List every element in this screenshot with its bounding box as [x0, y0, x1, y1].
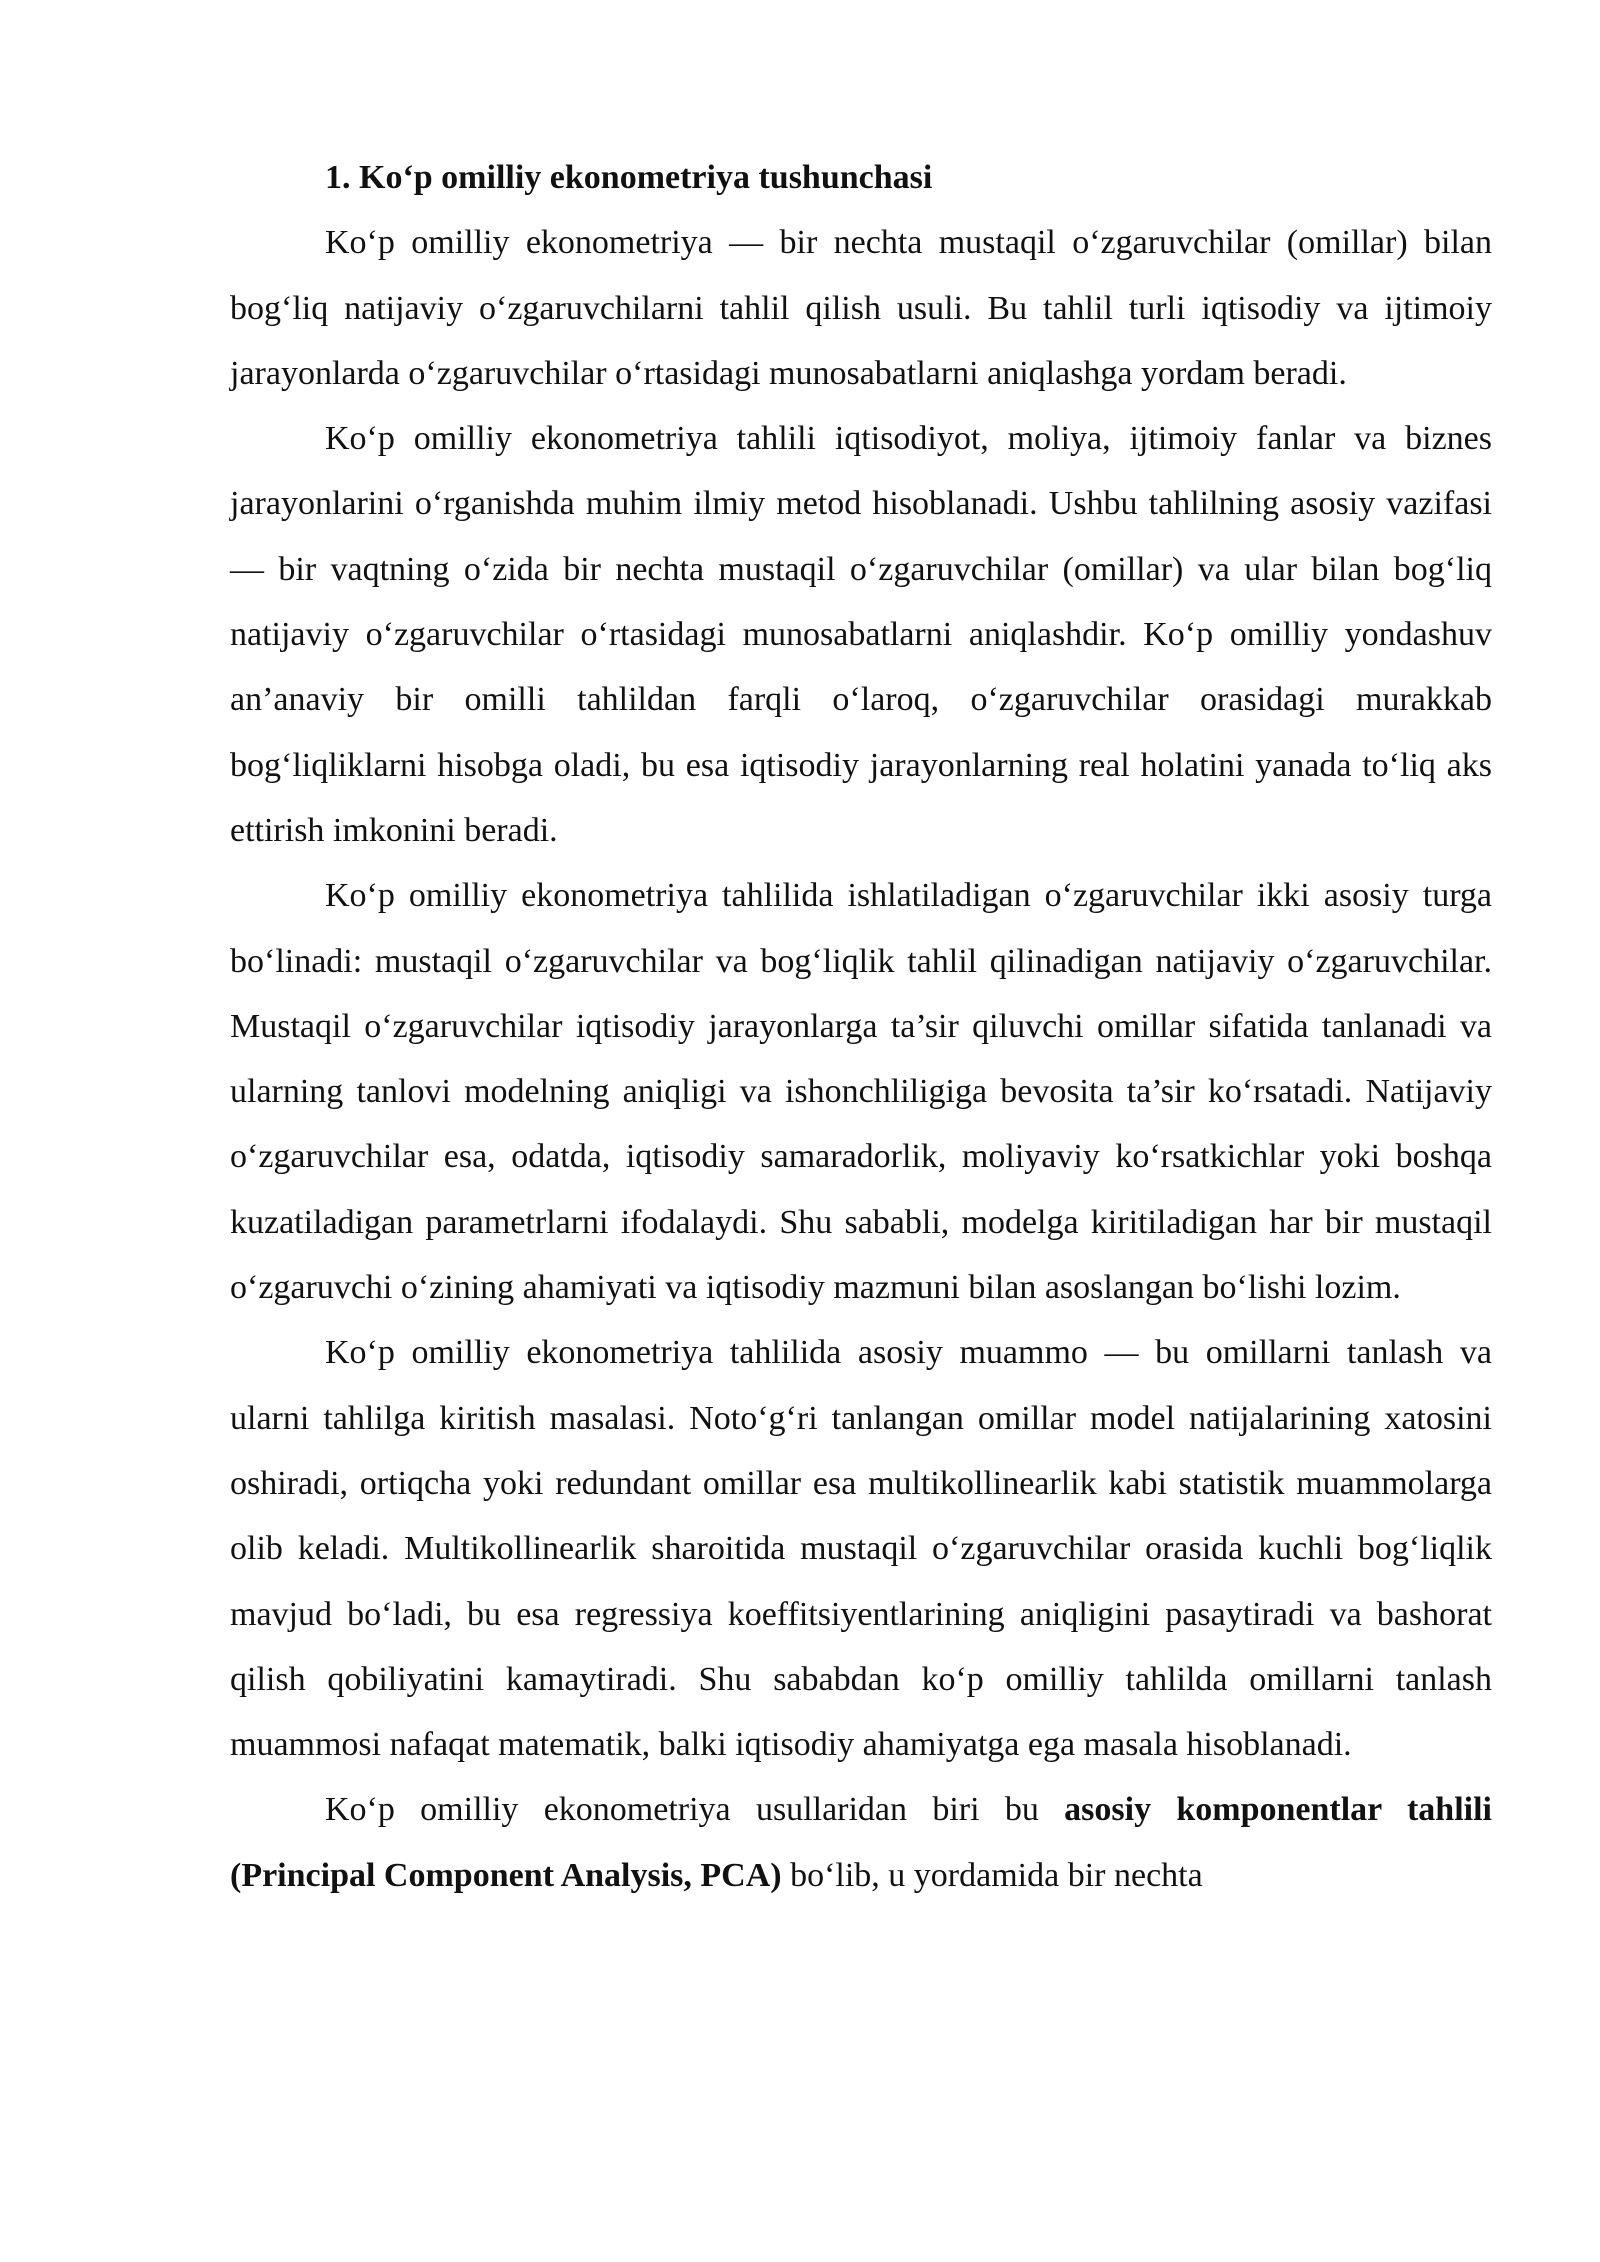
paragraph-3: Ko‘p omilliy ekonometriya tahlilida ishlatiladigan o‘zgaruvchilar ikki asosiy turga bo‘linadi: mustaqil o‘zgaruvchilar va bog‘liqlik tahlil qilinadigan natijaviy o‘zgaruvchilar. Mustaqil o‘zgaruvchilar iqtisodiy jarayonlarga ta’sir qiluvchi omillar sifatida tanlanadi va ularning tanlovi modelning aniqligi va ishonchliligiga bevosita ta’sir ko‘rsatadi. Natijaviy o‘zgaruvchilar esa, odatda, iqtisodiy samaradorlik, moliyaviy ko‘rsatkichlar yoki boshqa kuzatiladigan parametrlarni ifodalaydi. Shu sababli, modelga kiritiladigan har bir mustaqil o‘zgaruvchi o‘zining ahamiyati va iqtisodiy mazmuni bilan asoslangan bo‘lishi lozim.	[230, 877, 1492, 1307]
paragraph-5-text-start: Ko‘p omilliy ekonometriya usullaridan biri bu	[325, 1791, 1065, 1829]
paragraph-5-bold-term: asosiy komponentlar tahlili (Principal Component Analysis, PCA)	[230, 1791, 1492, 1894]
paragraph-5-text-end: bo‘lib, u yordamida bir nechta	[781, 1856, 1203, 1894]
paragraph-4: Ko‘p omilliy ekonometriya tahlilida asosiy muammo — bu omillarni tanlash va ularni tahlilga kiritish masalasi. Noto‘g‘ri tanlangan omillar model natijalarining xatosini oshiradi, ortiqcha yoki redundant omillar esa multikollinearlik kabi statistik muammolarga olib keladi. Multikollinearlik sharoitida mustaqil o‘zgaruvchilar orasida kuchli bog‘liqlik mavjud bo‘ladi, bu esa regressiya koeffitsiyentlarining aniqligini pasaytiradi va bashorat qilish qobiliyatini kamaytiradi. Shu sababdan ko‘p omilliy tahlilda omillarni tanlash muammosi nafaqat matematik, balki iqtisodiy ahamiyatga ega masala hisoblanadi.	[230, 1334, 1492, 1764]
paragraph-5	[230, 1777, 1492, 1908]
document-page	[230, 145, 1492, 1908]
paragraph-2: Ko‘p omilliy ekonometriya tahlili iqtisodiyot, moliya, ijtimoiy fanlar va biznes jarayonlarini o‘rganishda muhim ilmiy metod hisoblanadi. Ushbu tahlilning asosiy vazifasi — bir vaqtning o‘zida bir nechta mustaqil o‘zgaruvchilar (omillar) va ular bilan bog‘liq natijaviy o‘zgaruvchilar o‘rtasidagi munosabatlarni aniqlashdir. Ko‘p omilliy yondashuv an’anaviy bir omilli tahlildan farqli o‘laroq, o‘zgaruvchilar orasidagi murakkab bog‘liqliklarni hisobga oladi, bu esa iqtisodiy jarayonlarning real holatini yanada to‘liq aks ettirish imkonini beradi.	[230, 420, 1492, 849]
section-heading: 1. Ko‘p omilliy ekonometriya tushunchasi	[325, 159, 933, 196]
paragraph-1: Ko‘p omilliy ekonometriya — bir nechta mustaqil o‘zgaruvchilar (omillar) bilan bog‘liq natijaviy o‘zgaruvchilarni tahlil qilish usuli. Bu tahlil turli iqtisodiy va ijtimoiy jarayonlarda o‘zgaruvchilar o‘rtasidagi munosabatlarni aniqlashga yordam beradi.	[230, 224, 1492, 392]
